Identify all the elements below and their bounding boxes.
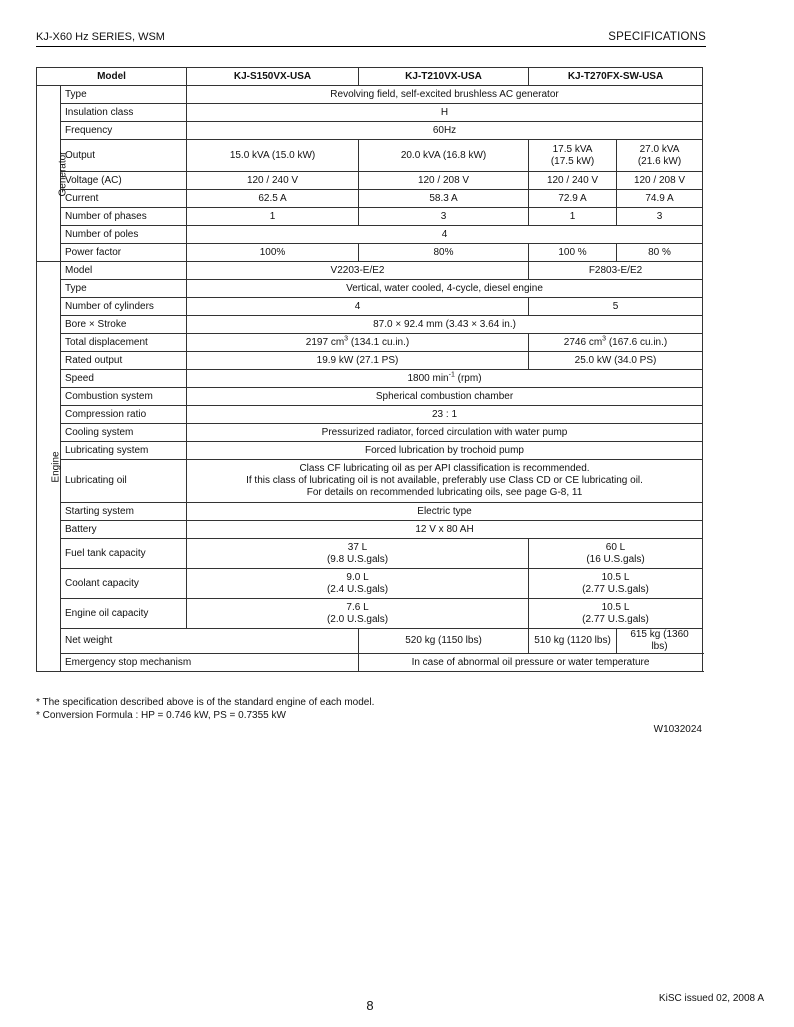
cell: 25.0 kW (34.0 PS) (529, 352, 703, 370)
table-row (37, 539, 703, 569)
generator-label: Generator (57, 150, 69, 197)
row-label: Frequency (61, 122, 187, 140)
cell (187, 599, 529, 629)
row-label: Combustion system (61, 388, 187, 406)
table-row (37, 280, 703, 298)
cell: 58.3 A (359, 190, 529, 208)
generator-section (37, 86, 69, 262)
cell: Vertical, water cooled, 4-cycle, diesel engine (187, 280, 703, 298)
header-series: KJ-X60 Hz SERIES, WSM (36, 31, 165, 43)
cell: F2803-E/E2 (529, 262, 703, 280)
table-row (37, 316, 703, 334)
cell: 74.9 A (617, 190, 703, 208)
table-row (37, 442, 703, 460)
cell-line: (21.6 kW) (637, 155, 682, 167)
cell (529, 539, 703, 569)
superscript: 3 (602, 335, 607, 343)
row-label: Insulation class (61, 104, 187, 122)
row-label: Type (61, 86, 187, 104)
cell-line: 7.6 L (346, 601, 369, 613)
row-label: Emergency stop mechanism (61, 654, 359, 672)
issue-info: KiSC issued 02, 2008 A (658, 993, 764, 1004)
cell: Spherical combustion chamber (187, 388, 703, 406)
cell: 72.9 A (529, 190, 617, 208)
cell-line: For details on recommended lubricating oils, see page G-8, 11 (306, 487, 583, 498)
cell: 80% (359, 244, 529, 262)
cell-line: (17.5 kW) (550, 155, 595, 167)
cell-line: (2.77 U.S.gals) (582, 613, 649, 625)
cell: 615 kg (1360 lbs) (617, 629, 703, 654)
cell: 23 : 1 (187, 406, 703, 424)
cell (529, 569, 703, 599)
cell-line: 10.5 L (601, 601, 630, 613)
cell: 15.0 kVA (15.0 kW) (187, 140, 359, 172)
row-label: Starting system (61, 503, 187, 521)
cell: V2203-E/E2 (187, 262, 529, 280)
page-number: 8 (366, 998, 374, 1013)
cell-line: 17.5 kVA (552, 143, 593, 155)
table-row (37, 460, 703, 503)
cell-line: If this class of lubricating oil is not available, preferably use Class CD or CE lubricating oil. (246, 475, 643, 486)
cell-text: 2197 cm (305, 336, 345, 348)
cell: 100% (187, 244, 359, 262)
superscript: -1 (448, 371, 455, 379)
row-label: Voltage (AC) (61, 172, 187, 190)
row-label: Type (61, 280, 187, 298)
cell-line: 10.5 L (601, 571, 630, 583)
cell (187, 539, 529, 569)
cell-text: (rpm) (457, 372, 482, 384)
cell: Pressurized radiator, forced circulation with water pump (187, 424, 703, 442)
cell (187, 370, 703, 388)
cell: 120 / 208 V (359, 172, 529, 190)
cell: In case of abnormal oil pressure or water temperature (359, 654, 703, 672)
cell: 5 (529, 298, 703, 316)
cell-text: (134.1 cu.in.) (350, 336, 410, 348)
cell: 60Hz (187, 122, 703, 140)
cell: 87.0 × 92.4 mm (3.43 × 3.64 in.) (187, 316, 703, 334)
cell-line: 9.0 L (346, 571, 369, 583)
cell-line: 60 L (605, 541, 626, 553)
cell-line: Class CF lubricating oil as per API classification is recommended. (299, 463, 590, 474)
cell: Electric type (187, 503, 703, 521)
table-row (37, 424, 703, 442)
table-row (37, 352, 703, 370)
cell (529, 334, 703, 352)
cell-line: (2.4 U.S.gals) (326, 583, 389, 595)
table-row (37, 388, 703, 406)
row-label: Engine oil capacity (61, 599, 187, 629)
header-model: Model (37, 68, 187, 86)
table-row (37, 122, 703, 140)
cell-line: (16 U.S.gals) (586, 553, 645, 565)
table-row (37, 208, 703, 226)
cell: 20.0 kVA (16.8 kW) (359, 140, 529, 172)
row-label: Bore × Stroke (61, 316, 187, 334)
cell: 12 V x 80 AH (187, 521, 703, 539)
document-code: W1032024 (653, 724, 702, 735)
row-label: Lubricating system (61, 442, 187, 460)
cell-line: 37 L (347, 541, 368, 553)
cell: 520 kg (1150 lbs) (359, 629, 529, 654)
table-row (37, 569, 703, 599)
header-model-3: KJ-T270FX-SW-USA (529, 68, 703, 86)
table-row (37, 172, 703, 190)
table-row (37, 104, 703, 122)
row-label: Cooling system (61, 424, 187, 442)
cell: 1 (529, 208, 617, 226)
cell: 3 (359, 208, 529, 226)
cell-line: (2.77 U.S.gals) (582, 583, 649, 595)
table-row (37, 629, 703, 654)
cell (187, 569, 529, 599)
table-row (37, 503, 703, 521)
row-label: Coolant capacity (61, 569, 187, 599)
cell: 120 / 208 V (617, 172, 703, 190)
table-row (37, 226, 703, 244)
table-row (37, 370, 703, 388)
cell: 4 (187, 226, 703, 244)
cell-line: (2.0 U.S.gals) (326, 613, 389, 625)
table-row (37, 521, 703, 539)
table-row (37, 599, 703, 629)
row-label: Lubricating oil (61, 460, 187, 503)
cell: 120 / 240 V (529, 172, 617, 190)
engine-label: Engine (50, 450, 62, 483)
cell: H (187, 104, 703, 122)
table-row (37, 190, 703, 208)
row-label: Number of phases (61, 208, 187, 226)
table-row (37, 140, 703, 172)
row-label: Model (61, 262, 187, 280)
table-row (37, 244, 703, 262)
cell (187, 334, 529, 352)
footnote: * The specification described above is of the standard engine of each model. (36, 697, 375, 708)
cell-line: (9.8 U.S.gals) (326, 553, 389, 565)
cell: 1 (187, 208, 359, 226)
cell (187, 460, 703, 503)
cell (617, 140, 703, 172)
table-row (37, 262, 703, 280)
cell: 510 kg (1120 lbs) (529, 629, 617, 654)
cell: 120 / 240 V (187, 172, 359, 190)
row-label: Number of poles (61, 226, 187, 244)
cell: 100 % (529, 244, 617, 262)
row-label: Total displacement (61, 334, 187, 352)
footnote: * Conversion Formula : HP = 0.746 kW, PS = 0.7355 kW (36, 710, 286, 721)
header-rule (36, 46, 706, 47)
engine-section (37, 262, 61, 672)
cell-text: 2746 cm (563, 336, 603, 348)
cell: 4 (187, 298, 529, 316)
row-label: Speed (61, 370, 187, 388)
cell: Revolving field, self-excited brushless AC generator (187, 86, 703, 104)
row-label: Current (61, 190, 187, 208)
cell: 80 % (617, 244, 703, 262)
row-label: Net weight (61, 629, 359, 654)
cell-line: 27.0 kVA (639, 143, 680, 155)
table-header-row (37, 68, 703, 86)
cell (529, 599, 703, 629)
spec-table (36, 67, 703, 672)
table-row (37, 298, 703, 316)
cell: 62.5 A (187, 190, 359, 208)
footnotes (36, 696, 374, 722)
row-label: Fuel tank capacity (61, 539, 187, 569)
table-row (37, 654, 703, 672)
cell: 3 (617, 208, 703, 226)
row-label: Power factor (61, 244, 187, 262)
header-section-title: SPECIFICATIONS (608, 31, 706, 43)
row-label: Rated output (61, 352, 187, 370)
cell-text: (167.6 cu.in.) (608, 336, 668, 348)
cell (529, 140, 617, 172)
row-label: Output (61, 140, 187, 172)
row-label: Number of cylinders (61, 298, 187, 316)
cell-text: 1800 min (407, 372, 449, 384)
table-row (37, 334, 703, 352)
cell: 19.9 kW (27.1 PS) (187, 352, 529, 370)
table-row (37, 86, 703, 104)
table-row (37, 406, 703, 424)
header-model-1: KJ-S150VX-USA (187, 68, 359, 86)
row-label: Compression ratio (61, 406, 187, 424)
row-label: Battery (61, 521, 187, 539)
header-model-2: KJ-T210VX-USA (359, 68, 529, 86)
cell: Forced lubrication by trochoid pump (187, 442, 703, 460)
superscript: 3 (344, 335, 349, 343)
